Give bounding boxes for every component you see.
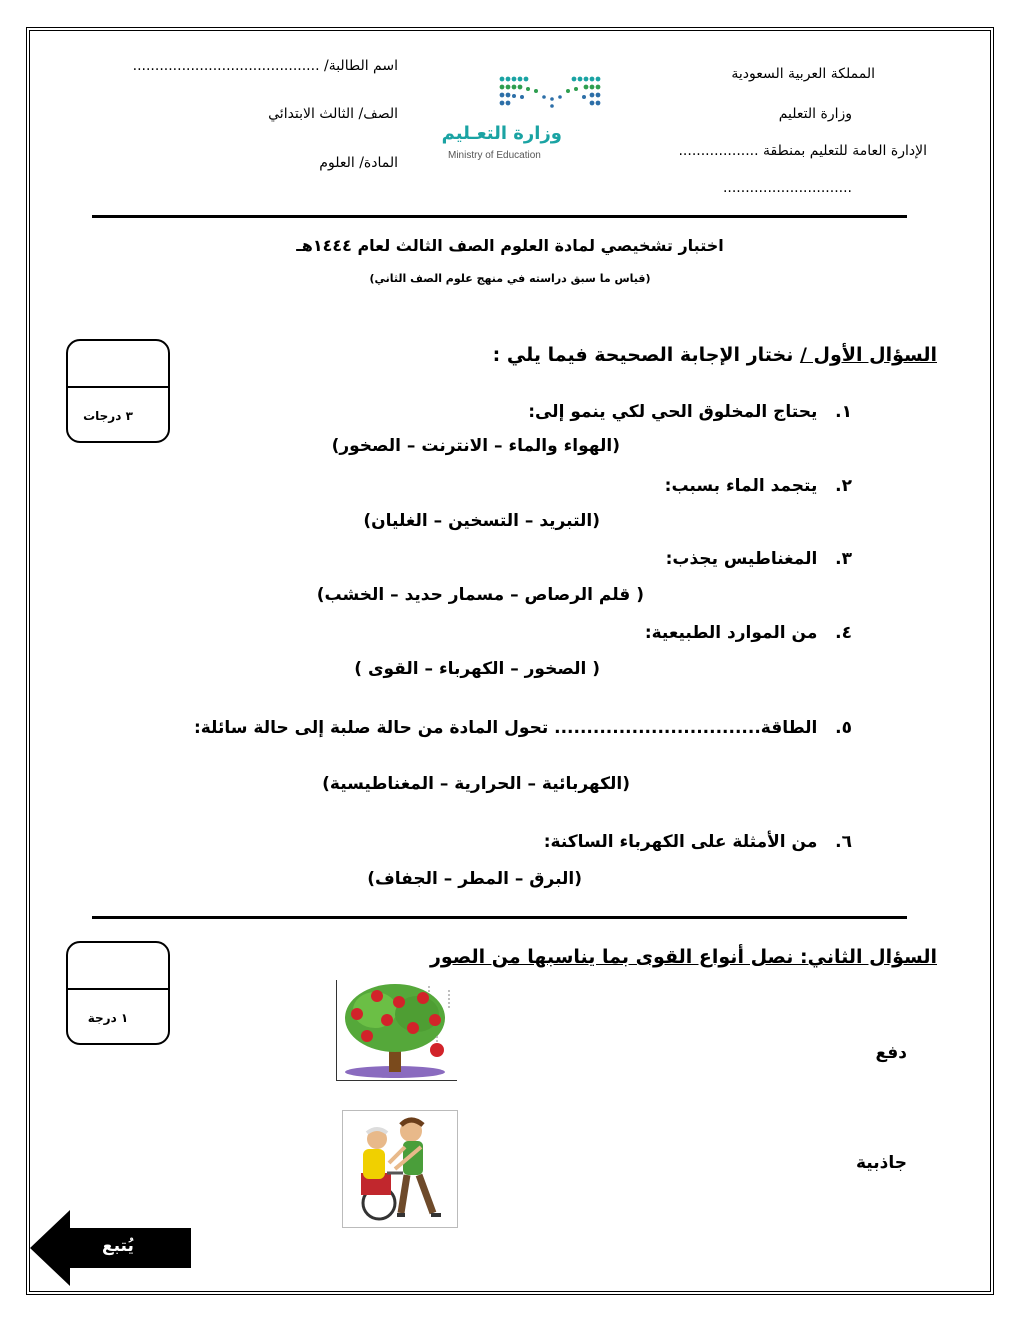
q1-item-1 (528, 402, 852, 422)
logo-dots-icon (498, 75, 608, 111)
item-text: يحتاج المخلوق الحي لكي ينمو إلى: (528, 402, 818, 422)
exam-title: اختبار تشخيصي لمادة العلوم الصف الثالث لعام ١٤٤٤هـ (296, 236, 724, 255)
header-dots: ............................. (722, 180, 852, 196)
q1-item-3 (666, 549, 852, 569)
grade-label: الصف/ الثالث الابتدائي (268, 106, 398, 122)
header-ministry: وزارة التعليم (778, 106, 852, 122)
item-number: ٦. (835, 832, 852, 852)
q1-divider (92, 916, 907, 919)
item-number: ٤. (835, 623, 852, 643)
item-number: ٢. (835, 476, 852, 496)
q1-item-3-options: ( قلم الرصاص – مسمار حديد – الخشب) (316, 585, 644, 605)
item-text: يتجمد الماء بسبب: (664, 476, 818, 496)
q2-heading: السؤال الثاني: نصل أنواع القوى بما يناسبها من الصور (429, 946, 937, 968)
continue-label: يُتبع (102, 1236, 134, 1256)
q1-item-6-options: (البرق – المطر – الجفاف) (367, 869, 582, 889)
apple-tree-picture (336, 980, 457, 1081)
continue-arrow[interactable] (28, 1208, 193, 1288)
wheelchair-push-picture (342, 1110, 458, 1228)
apple-tree-icon (337, 980, 457, 1080)
item-text: الطاقة................................ تحول المادة من حالة صلبة إلى حالة سائلة: (193, 718, 818, 738)
header-directorate: الإدارة العامة للتعليم بمنطقة .................. (678, 143, 927, 159)
q2-word-gravity: جاذبية (856, 1153, 907, 1173)
q1-heading-label: السؤال الأول / (799, 344, 937, 366)
item-text: المغناطيس يجذب: (665, 549, 818, 569)
q1-item-2 (665, 476, 852, 496)
q2-score-label: ١ درجة (87, 1011, 129, 1025)
header-divider (92, 215, 907, 218)
q2-score-box (66, 941, 170, 1045)
subject-label: المادة/ العلوم (319, 155, 398, 171)
q1-score-box (66, 339, 170, 443)
q1-item-4-options: ( الصخور – الكهرباء – القوى ) (354, 659, 600, 679)
q1-item-2-options: (التبريد – التسخين – الغليان) (363, 511, 600, 531)
exam-subtitle: (قياس ما سبق دراسته في منهج علوم الصف الثاني) (369, 272, 651, 285)
q1-heading (493, 344, 937, 366)
q1-item-5 (194, 718, 852, 738)
q1-item-5-options: (الكهربائية – الحرارية – المغناطيسية) (322, 774, 630, 794)
item-text: من الموارد الطبيعية: (644, 623, 818, 643)
student-name-field: اسم الطالبة/ .......................................... (132, 58, 398, 74)
item-number: ٣. (835, 549, 852, 569)
header-kingdom: المملكة العربية السعودية (731, 66, 875, 82)
q2-word-push: دفع (875, 1043, 907, 1063)
logo-arabic-text: وزارة التعـليم (441, 123, 562, 144)
score-divider (68, 988, 168, 990)
q1-item-6 (544, 832, 852, 852)
q1-heading-text: نختار الإجابة الصحيحة فيما يلي : (492, 344, 800, 366)
wheelchair-push-icon (343, 1111, 457, 1227)
q1-item-1-options: (الهواء والماء – الانترنت – الصخور) (331, 436, 620, 456)
logo-english-text: Ministry of Education (448, 150, 541, 161)
q1-item-4 (645, 623, 852, 643)
item-text: من الأمثلة على الكهرباء الساكنة: (543, 832, 818, 852)
ministry-logo (440, 75, 610, 165)
item-number: ٥. (835, 718, 852, 738)
score-divider (68, 386, 168, 388)
item-number: ١. (835, 402, 852, 422)
q1-score-label: ٣ درجات (83, 409, 133, 423)
